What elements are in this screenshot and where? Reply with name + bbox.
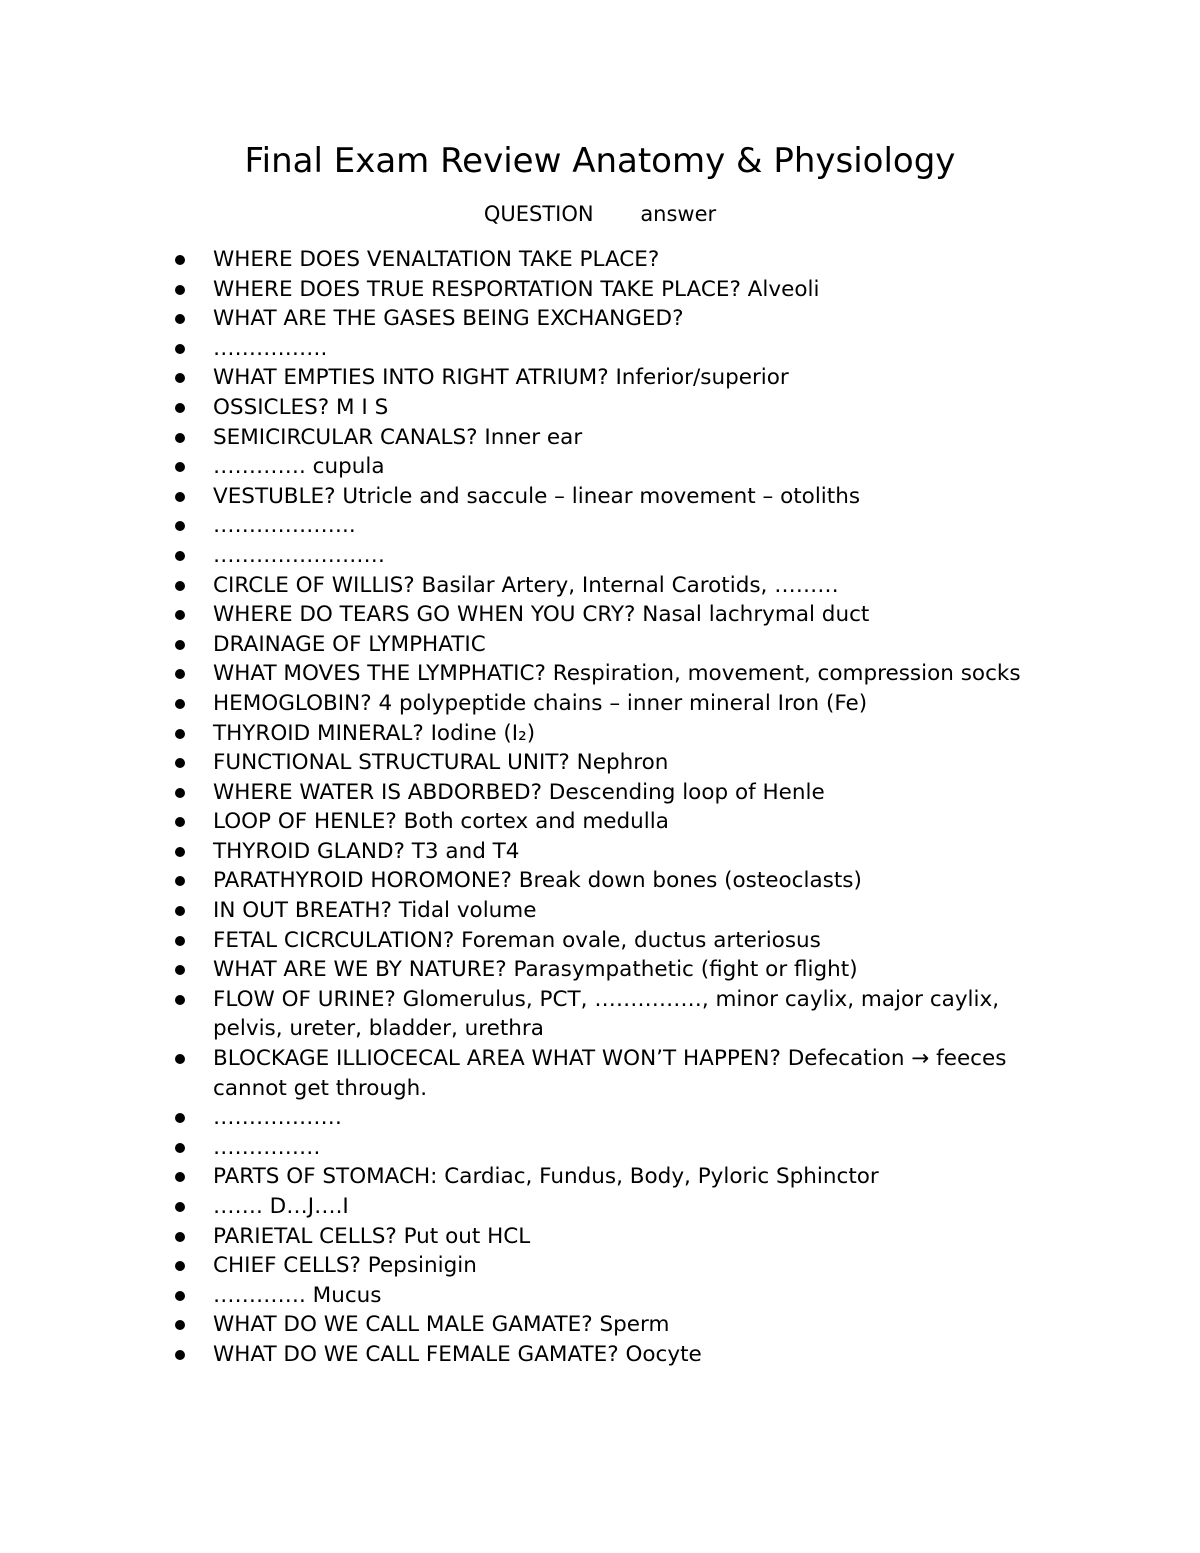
bullet-icon — [175, 1320, 185, 1330]
list-item-text: VESTUBLE? Utricle and saccule – linear movement – otoliths — [213, 483, 861, 509]
list-item — [170, 1340, 1040, 1370]
list-item-text: ……. D…J….I — [213, 1194, 349, 1219]
bullet-icon — [175, 1172, 185, 1182]
list-item-text: WHAT ARE THE GASES BEING EXCHANGED? — [213, 306, 684, 332]
list-item-text: IN OUT BREATH? Tidal volume — [213, 898, 537, 924]
list-item-text: WHERE DOES TRUE RESPORTATION TAKE PLACE? Alveoli — [213, 276, 820, 302]
list-item — [170, 571, 1040, 601]
bullet-icon — [175, 1113, 185, 1123]
list-item — [170, 630, 1040, 660]
bullet-icon — [175, 1143, 185, 1153]
list-item — [170, 482, 1040, 512]
bullet-icon — [175, 610, 185, 620]
bullet-icon — [175, 314, 185, 324]
list-item — [170, 896, 1040, 926]
list-item — [170, 541, 1040, 571]
list-item — [170, 423, 1040, 453]
bullet-icon — [175, 1261, 185, 1271]
list-item — [170, 511, 1040, 541]
list-item — [170, 1222, 1040, 1252]
list-item — [170, 866, 1040, 896]
list-item — [170, 1281, 1040, 1311]
bullet-icon — [175, 906, 185, 916]
list-item — [170, 245, 1040, 275]
bullet-icon — [175, 995, 185, 1005]
bullet-icon — [175, 1232, 185, 1242]
list-item-text: ……………… — [213, 1105, 342, 1131]
list-item-text: BLOCKAGE ILLIOCECAL AREA WHAT WON’T HAPPEN? Defecation → feeces cannot get through. — [213, 1046, 1007, 1101]
list-item-text: LOOP OF HENLE? Both cortex and medulla — [213, 809, 669, 835]
bullet-icon — [175, 699, 185, 709]
bullet-icon — [175, 492, 185, 502]
list-item-text: WHAT DO WE CALL FEMALE GAMATE? Oocyte — [213, 1341, 702, 1367]
list-item-text: PARTS OF STOMACH: Cardiac, Fundus, Body, Pyloric Sphinctor — [213, 1164, 879, 1190]
bullet-icon — [175, 433, 185, 443]
list-item-text: THYROID GLAND? T3 and T4 — [213, 838, 520, 864]
list-item-text: CHIEF CELLS? Pepsinigin — [213, 1253, 477, 1279]
bullet-icon — [175, 1202, 185, 1212]
list-item — [170, 1192, 1040, 1222]
list-item — [170, 689, 1040, 719]
list-item-text: DRAINAGE OF LYMPHATIC — [213, 631, 486, 657]
bullet-icon — [175, 462, 185, 472]
list-item-text: WHAT EMPTIES INTO RIGHT ATRIUM? Inferior/superior — [213, 365, 789, 391]
list-item — [170, 955, 1040, 985]
column-subheading: QUESTION answer — [483, 202, 717, 226]
list-item-text: ……………….. — [213, 513, 356, 539]
bullet-icon — [175, 373, 185, 383]
list-item — [170, 719, 1040, 749]
list-item — [170, 452, 1040, 482]
list-item-text: WHERE DO TEARS GO WHEN YOU CRY? Nasal lachrymal duct — [213, 602, 870, 628]
list-item — [170, 926, 1040, 956]
bullet-icon — [175, 817, 185, 827]
bullet-icon — [175, 521, 185, 531]
bullet-icon — [175, 285, 185, 295]
bullet-icon — [175, 551, 185, 561]
bullet-icon — [175, 344, 185, 354]
bullet-icon — [175, 1291, 185, 1301]
list-item-text: WHERE DOES VENALTATION TAKE PLACE? — [213, 247, 660, 272]
list-item-text: PARATHYROID HOROMONE? Break down bones (osteoclasts) — [213, 868, 862, 894]
list-item-text: HEMOGLOBIN? 4 polypeptide chains – inner mineral Iron (Fe) — [213, 690, 868, 716]
list-item-text: …………. Mucus — [213, 1282, 382, 1308]
document-title: Final Exam Review Anatomy & Physiology — [244, 141, 956, 181]
list-item-text: FUNCTIONAL STRUCTURAL UNIT? Nephron — [213, 750, 669, 776]
bullet-icon — [175, 669, 185, 679]
list-item — [170, 600, 1040, 630]
list-item — [170, 1133, 1040, 1163]
bullet-icon — [175, 1350, 185, 1360]
bullet-icon — [175, 788, 185, 798]
list-item — [170, 363, 1040, 393]
list-item-text: FLOW OF URINE? Glomerulus, PCT, ……………, minor caylix, major caylix, pelvis, ureter, bladder, urethra — [213, 986, 1000, 1042]
list-item-text: …………… — [213, 1134, 321, 1160]
list-item-text: OSSICLES? M I S — [213, 394, 389, 420]
bullet-icon — [175, 965, 185, 975]
list-item-text: WHAT DO WE CALL MALE GAMATE? Sperm — [213, 1312, 670, 1338]
list-item-text: CIRCLE OF WILLIS? Basilar Artery, Internal Carotids, ……… — [213, 572, 839, 598]
list-item — [170, 807, 1040, 837]
list-item — [170, 275, 1040, 305]
bullet-icon — [175, 936, 185, 946]
bullet-icon — [175, 581, 185, 591]
list-item — [170, 304, 1040, 334]
bullet-icon — [175, 255, 185, 265]
list-item-text: WHAT MOVES THE LYMPHATIC? Respiration, movement, compression socks — [213, 661, 1021, 687]
list-item — [170, 837, 1040, 867]
list-item — [170, 1044, 1040, 1103]
list-item — [170, 334, 1040, 364]
question-list — [170, 245, 1040, 1370]
list-item — [170, 1251, 1040, 1281]
bullet-icon — [175, 729, 185, 739]
list-item — [170, 1310, 1040, 1340]
list-item-text: WHAT ARE WE BY NATURE? Parasympathetic (fight or flight) — [213, 957, 858, 983]
bullet-icon — [175, 876, 185, 886]
list-item-text: SEMICIRCULAR CANALS? Inner ear — [213, 424, 583, 450]
bullet-icon — [175, 847, 185, 857]
list-item-text: ……………. — [213, 335, 328, 361]
list-item — [170, 985, 1040, 1044]
bullet-icon — [175, 403, 185, 413]
list-item-text: …………. cupula — [213, 454, 385, 480]
list-item — [170, 659, 1040, 689]
bullet-icon — [175, 1054, 185, 1064]
list-item-text: FETAL CICRCULATION? Foreman ovale, ductus arteriosus — [213, 927, 821, 953]
list-item-text: PARIETAL CELLS? Put out HCL — [213, 1223, 531, 1249]
list-item-text: WHERE WATER IS ABDORBED? Descending loop of Henle — [213, 779, 825, 805]
list-item — [170, 393, 1040, 423]
list-item — [170, 748, 1040, 778]
list-item — [170, 1162, 1040, 1192]
bullet-icon — [175, 640, 185, 650]
list-item-text: THYROID MINERAL? Iodine (I₂) — [213, 720, 536, 746]
list-item — [170, 1103, 1040, 1133]
bullet-icon — [175, 758, 185, 768]
list-item — [170, 778, 1040, 808]
list-item-text: …………………… — [213, 542, 385, 568]
